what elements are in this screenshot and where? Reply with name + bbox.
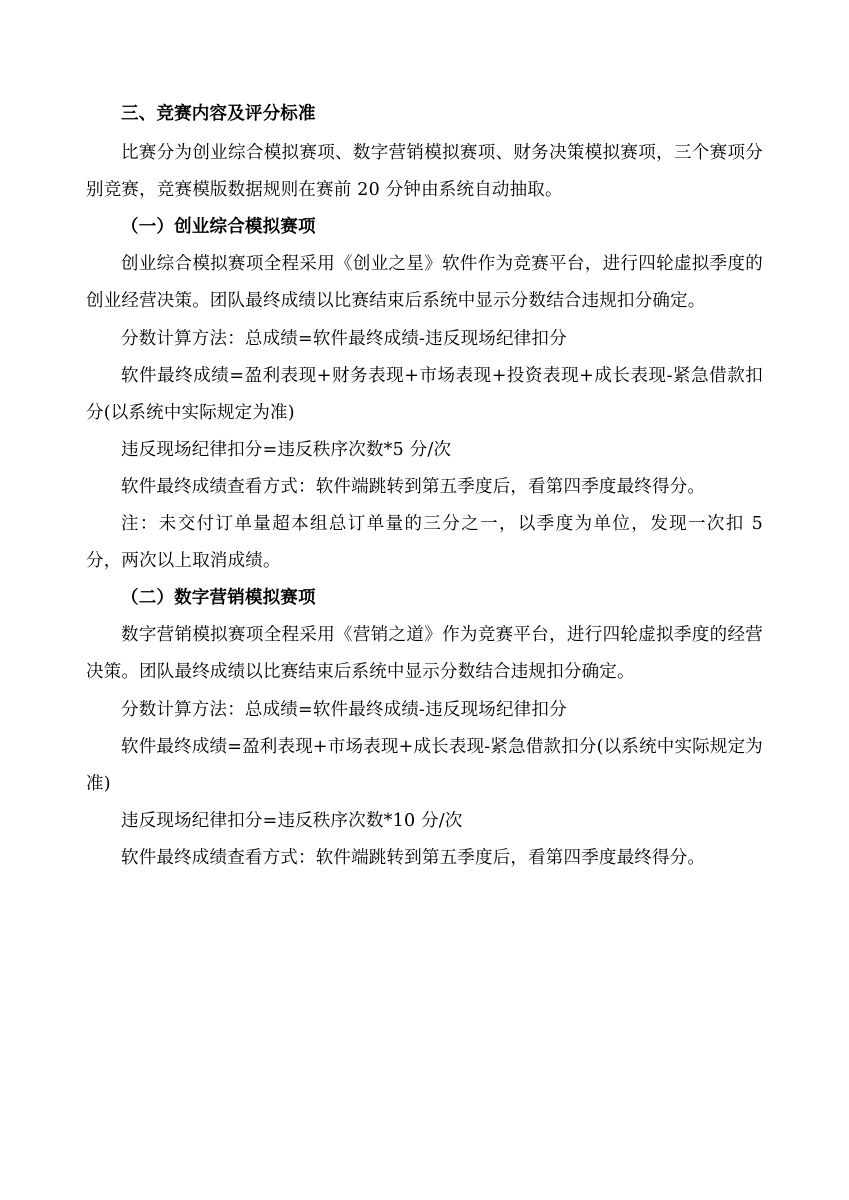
- subsection-2-paragraph-1: 数字营销模拟赛项全程采用《营销之道》作为竞赛平台，进行四轮虚拟季度的经营决策。团队最终成绩以比赛结束后系统中显示分数结合违规扣分确定。: [86, 625, 763, 683]
- subsection-2-paragraph-5: 软件最终成绩查看方式：软件端跳转到第五季度后，看第四季度最终得分。: [121, 847, 706, 868]
- subsection-1-paragraph-4: 违反现场纪律扣分=违反秩序次数*5 分/次: [121, 439, 452, 460]
- section-heading: 三、竞赛内容及评分标准: [121, 104, 316, 124]
- intro-paragraph: 比赛分为创业综合模拟赛项、数字营销模拟赛项、财务决策模拟赛项，三个赛项分别竞赛，竞赛模版数据规则在赛前 20 分钟由系统自动抽取。: [86, 143, 763, 201]
- subsection-1-paragraph-1: 创业综合模拟赛项全程采用《创业之星》软件作为竞赛平台，进行四轮虚拟季度的创业经营决策。团队最终成绩以比赛结束后系统中显示分数结合违规扣分确定。: [86, 254, 763, 312]
- subsection-1-paragraph-2: 分数计算方法：总成绩=软件最终成绩-违反现场纪律扣分: [121, 328, 567, 349]
- document-body: [86, 96, 763, 877]
- subsection-1-paragraph-3: 软件最终成绩=盈利表现+财务表现+市场表现+投资表现+成长表现-紧急借款扣分(以系统中实际规定为准): [86, 365, 763, 423]
- subsection-1-title: （一）创业综合模拟赛项: [121, 217, 316, 238]
- subsection-2-title: （二）数字营销模拟赛项: [121, 588, 316, 609]
- subsection-1-note: 注：未交付订单量超本组总订单量的三分之一，以季度为单位，发现一次扣 5 分，两次以上取消成绩。: [86, 514, 763, 572]
- subsection-2-paragraph-3: 软件最终成绩=盈利表现+市场表现+成长表现-紧急借款扣分(以系统中实际规定为准): [86, 736, 763, 794]
- subsection-1-paragraph-5: 软件最终成绩查看方式：软件端跳转到第五季度后，看第四季度最终得分。: [121, 476, 706, 497]
- subsection-2-paragraph-2: 分数计算方法：总成绩=软件最终成绩-违反现场纪律扣分: [121, 699, 567, 720]
- subsection-2-paragraph-4: 违反现场纪律扣分=违反秩序次数*10 分/次: [121, 810, 463, 831]
